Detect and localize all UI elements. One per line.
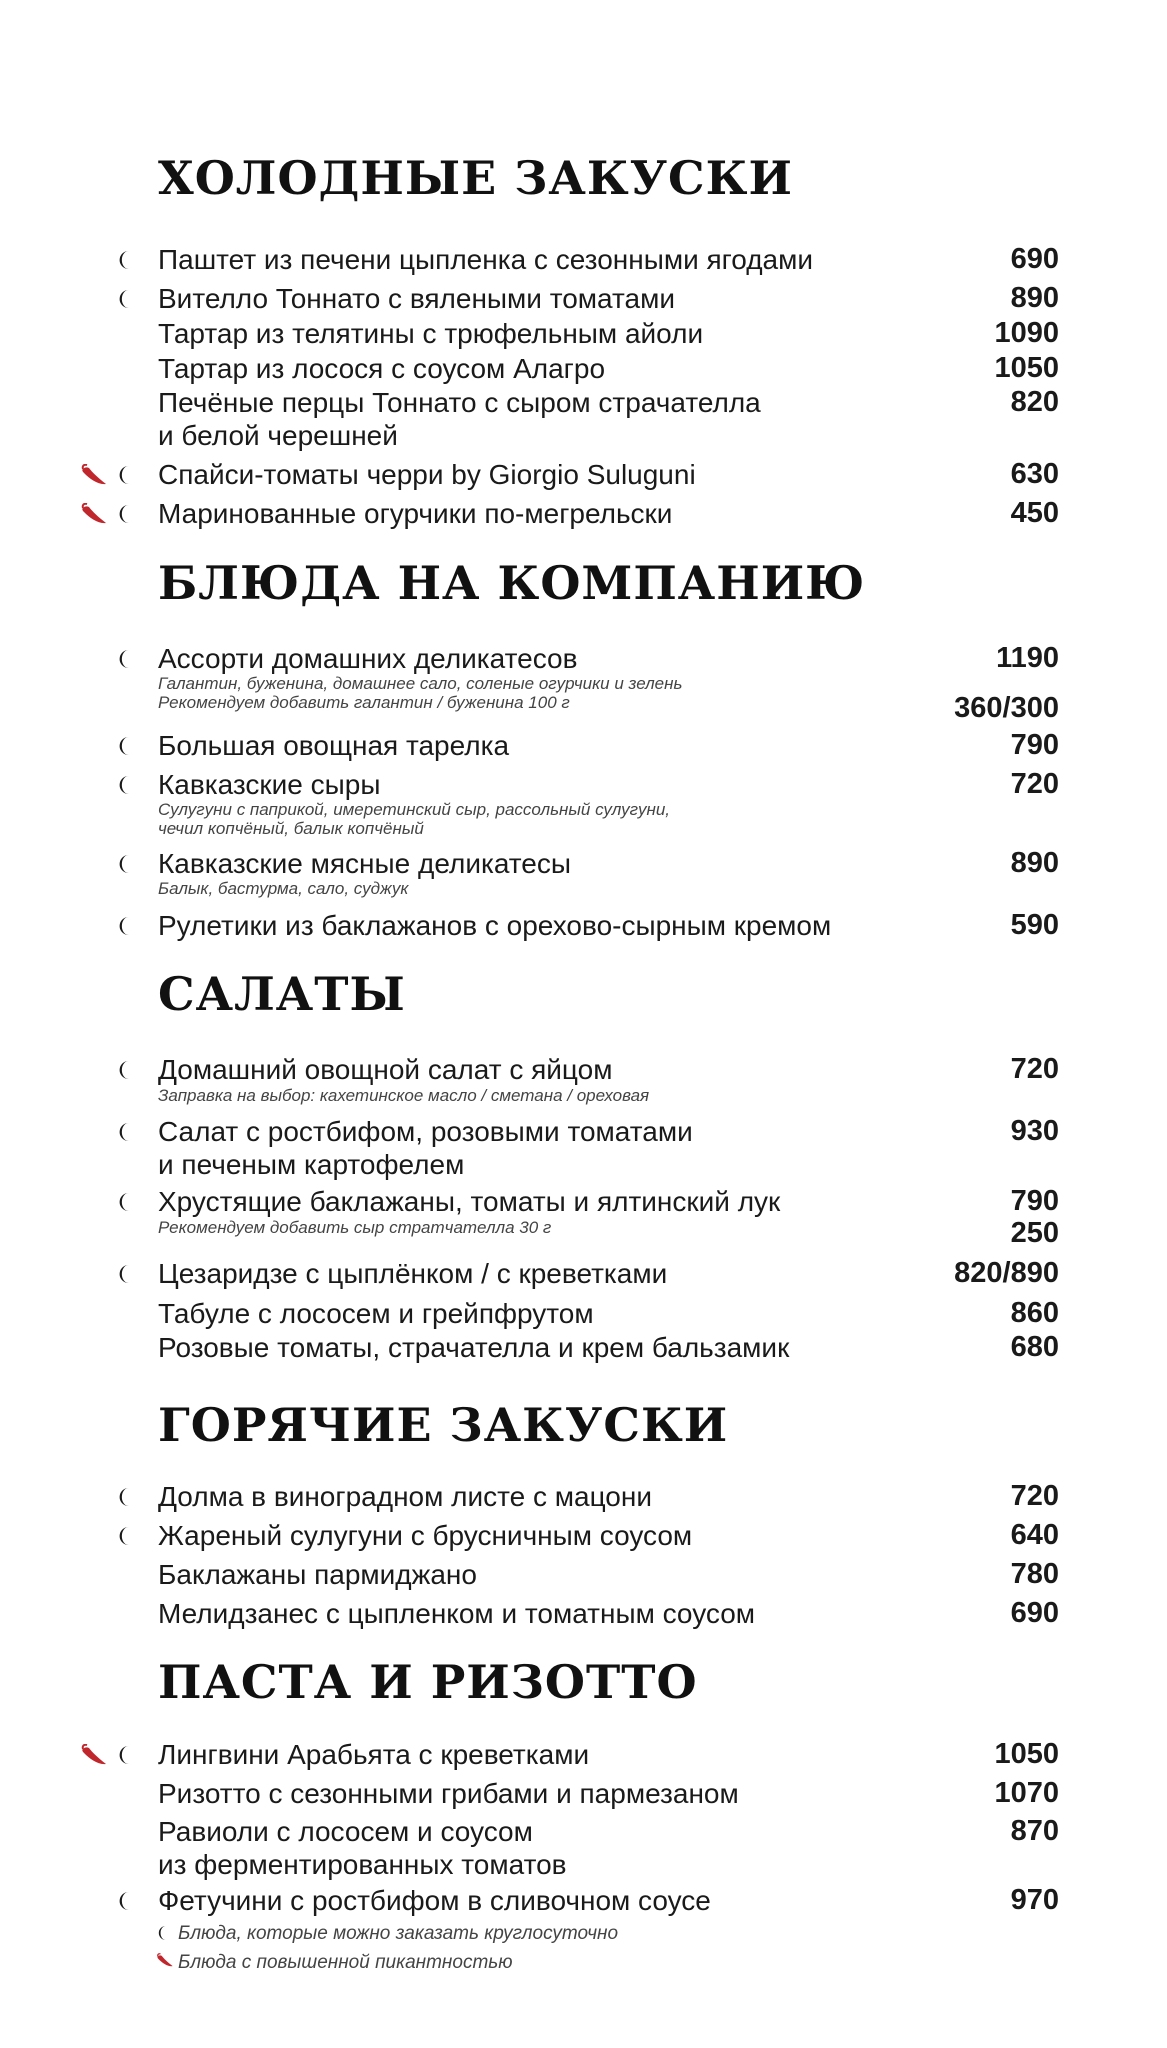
- item-name: Вителло Тоннато с вялеными томатами: [158, 283, 675, 314]
- item-name: Фетучини с ростбифом в сливочном соусе: [158, 1885, 711, 1916]
- item-name: Паштет из печени цыпленка с сезонными ягодами: [158, 244, 814, 275]
- item-extra-price: 360/300: [954, 692, 1059, 724]
- item-name: Салат с ростбифом, розовыми томатами и печеным картофелем: [158, 1116, 693, 1180]
- moon-icon: [116, 915, 134, 937]
- legend-moon-text: Блюда, которые можно заказать круглосуточно: [178, 1923, 619, 1944]
- item-name: Ассорти домашних деликатесов: [158, 643, 578, 674]
- pepper-icon: [80, 503, 108, 527]
- item-name: Цезаридзе с цыплёнком / с креветками: [158, 1258, 668, 1289]
- item-description: Галантин, буженина, домашнее сало, соленые огурчики и зелень Рекомендуем добавить галантин / буженина 100 г: [158, 674, 683, 712]
- moon-icon: [116, 1890, 134, 1912]
- item-price: 890: [1010, 847, 1059, 879]
- item-price: 450: [1010, 497, 1059, 529]
- item-name: Кавказские сыры: [158, 769, 381, 800]
- moon-icon: [116, 735, 134, 757]
- moon-icon: [116, 648, 134, 670]
- item-price: 1050: [994, 1738, 1059, 1770]
- moon-icon: [116, 464, 134, 486]
- moon-icon: [116, 1263, 134, 1285]
- pepper-icon: [80, 464, 108, 488]
- item-name: Маринованные огурчики по-мегрельски: [158, 498, 673, 529]
- item-price: 720: [1010, 1480, 1059, 1512]
- item-price: 870: [1010, 1815, 1059, 1847]
- legend-pepper: [156, 1950, 856, 1976]
- item-name: Большая овощная тарелка: [158, 730, 510, 761]
- item-price: 640: [1010, 1519, 1059, 1551]
- item-name: Табуле с лососем и грейпфрутом: [158, 1298, 594, 1329]
- item-extra-price: 250: [1010, 1217, 1059, 1249]
- moon-icon: [156, 1924, 170, 1942]
- item-price: 930: [1010, 1115, 1059, 1147]
- moon-icon: [116, 1121, 134, 1143]
- item-name: Мелидзанес с цыпленком и томатным соусом: [158, 1598, 756, 1629]
- item-price: 1050: [994, 352, 1059, 384]
- item-price: 720: [1010, 1053, 1059, 1085]
- moon-icon: [116, 288, 134, 310]
- item-name: Жареный сулугуни с брусничным соусом: [158, 1520, 693, 1551]
- item-price: 820/890: [954, 1257, 1059, 1289]
- item-name: Хрустящие баклажаны, томаты и ялтинский лук: [158, 1186, 781, 1217]
- moon-icon: [116, 1744, 134, 1766]
- item-name: Ризотто с сезонными грибами и пармезаном: [158, 1778, 739, 1809]
- item-price: 860: [1010, 1297, 1059, 1329]
- moon-icon: [116, 249, 134, 271]
- section-title-salads: САЛАТЫ: [158, 967, 406, 1021]
- item-name: Рулетики из баклажанов с орехово-сырным кремом: [158, 910, 832, 941]
- moon-icon: [116, 503, 134, 525]
- item-name: Кавказские мясные деликатесы: [158, 848, 571, 879]
- item-price: 630: [1010, 458, 1059, 490]
- item-description: Балык, бастурма, сало, суджук: [158, 879, 409, 898]
- item-name: Лингвини Арабьята с креветками: [158, 1739, 590, 1770]
- item-price: 780: [1010, 1558, 1059, 1590]
- section-title-cold-appetizers: ХОЛОДНЫЕ ЗАКУСКИ: [158, 151, 793, 205]
- pepper-icon: [156, 1953, 174, 1969]
- item-price: 790: [1010, 1185, 1059, 1217]
- moon-icon: [116, 1191, 134, 1213]
- moon-icon: [116, 774, 134, 796]
- item-price: 720: [1010, 768, 1059, 800]
- moon-icon: [116, 853, 134, 875]
- item-price: 690: [1010, 1597, 1059, 1629]
- item-price: 690: [1010, 243, 1059, 275]
- legend-moon: [156, 1921, 856, 1947]
- item-price: 590: [1010, 909, 1059, 941]
- item-name: Розовые томаты, страчателла и крем бальзамик: [158, 1332, 790, 1363]
- item-name: Печёные перцы Тоннато с сыром страчателла и белой черешней: [158, 387, 761, 451]
- pepper-icon: [80, 1744, 108, 1768]
- item-description: Заправка на выбор: кахетинское масло / сметана / ореховая: [158, 1086, 650, 1105]
- moon-icon: [116, 1059, 134, 1081]
- item-name: Долма в виноградном листе с мацони: [158, 1481, 652, 1512]
- section-title-pasta-risotto: ПАСТА И РИЗОТТО: [158, 1655, 698, 1709]
- item-price: 890: [1010, 282, 1059, 314]
- item-price: 970: [1010, 1884, 1059, 1916]
- item-description: Сулугуни с паприкой, имеретинский сыр, рассольный сулугуни, чечил копчёный, балык копчёный: [158, 800, 671, 838]
- moon-icon: [116, 1525, 134, 1547]
- section-title-hot-appetizers: ГОРЯЧИЕ ЗАКУСКИ: [158, 1398, 729, 1452]
- item-price: 1070: [994, 1777, 1059, 1809]
- item-name: Тартар из телятины с трюфельным айоли: [158, 318, 704, 349]
- item-name: Домашний овощной салат с яйцом: [158, 1054, 613, 1085]
- item-name: Баклажаны пармиджано: [158, 1559, 477, 1590]
- item-name: Спайси-томаты черри by Giorgio Suluguni: [158, 459, 696, 490]
- moon-icon: [116, 1486, 134, 1508]
- item-name: Равиоли с лососем и соусом из ферментированных томатов: [158, 1816, 567, 1880]
- section-title-sharing-dishes: БЛЮДА НА КОМПАНИЮ: [158, 556, 866, 610]
- item-price: 680: [1010, 1331, 1059, 1363]
- item-description: Рекомендуем добавить сыр стратчателла 30 г: [158, 1218, 552, 1237]
- item-name: Тартар из лосося с соусом Алагро: [158, 353, 606, 384]
- legend-pepper-text: Блюда с повышенной пикантностью: [178, 1952, 513, 1973]
- item-price: 1090: [994, 317, 1059, 349]
- item-price: 790: [1010, 729, 1059, 761]
- item-price: 1190: [996, 642, 1059, 674]
- item-price: 820: [1010, 386, 1059, 418]
